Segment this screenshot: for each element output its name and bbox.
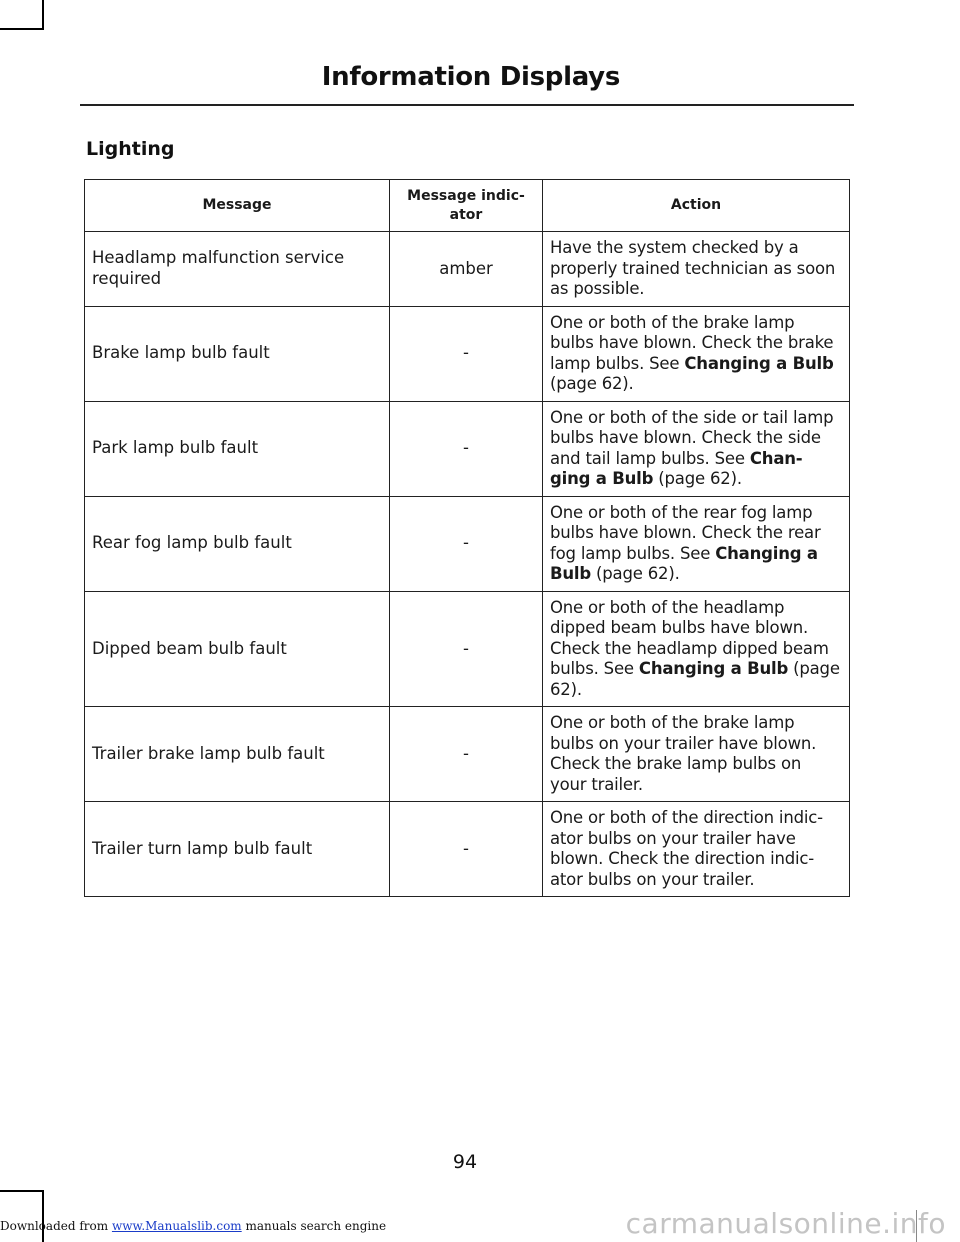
action-cell [543,496,850,591]
section-title: Lighting [86,138,175,160]
manualslib-link[interactable]: www.Manualslib.com [111,1219,242,1233]
action-text: One or both of the brake lamp bulbs on your trailer have blown. Check the brake lamp bulbs on your trailer. [550,713,817,794]
indicator-cell: - [390,591,543,707]
indicator-cell: - [390,306,543,401]
action-cell [543,306,850,401]
table-row [85,802,850,897]
table-row [85,591,850,707]
changing-a-bulb-reference[interactable]: Chan-ging a Bulb [550,448,803,488]
crop-mark [42,1190,44,1242]
message-cell: Rear fog lamp bulb fault [85,496,390,591]
action-text: One or both of the rear fog lamp bulbs have blown. Check the rear fog lamp bulbs. See [550,502,821,563]
action-cell [543,591,850,707]
crop-mark [0,1190,44,1192]
table-row [85,707,850,802]
indicator-cell: - [390,401,543,496]
changing-a-bulb-reference[interactable]: Changing a Bulb [684,353,834,373]
indicator-cell: - [390,496,543,591]
changing-a-bulb-reference[interactable]: Changing a Bulb [550,543,818,583]
table-row [85,496,850,591]
action-text: One or both of the side or tail lamp bulbs have blown. Check the side and tail lamp bulbs. See [550,407,834,468]
column-header-indicator-text: Message indic-ator [407,187,525,223]
changing-a-bulb-reference[interactable]: Changing a Bulb [638,659,789,678]
indicator-cell: - [390,707,543,802]
action-cell [543,401,850,496]
action-text: One or both of the brake lamp bulbs have blown. Check the brake lamp bulbs. See [550,312,834,373]
download-footer [0,1219,386,1233]
page-title: Information Displays [321,62,620,92]
indicator-cell: amber [390,232,543,307]
table-row [85,401,850,496]
page-number: 94 [452,1151,478,1173]
footer-prefix: Downloaded from [0,1219,112,1233]
action-text: Have the system checked by a properly trained technician as soon as possible. [550,238,836,298]
action-cell [543,707,850,802]
crop-mark [0,28,44,30]
action-cell [543,232,850,307]
page-header [80,58,854,106]
column-header-message: Message [85,180,390,232]
action-text: One or both of the headlamp dipped beam bulbs have blown. Check the headlamp dipped beam bulbs. See [550,597,829,678]
lighting-messages-table [84,179,850,897]
indicator-cell: - [390,802,543,897]
footer-suffix: manuals search engine [241,1219,387,1233]
table-row [85,232,850,307]
watermark: carmanualsonline.info [625,1207,946,1240]
message-cell: Headlamp malfunction service required [85,232,390,307]
page-reference: (page 62). [550,659,840,699]
table-header-row [85,180,850,232]
action-cell [543,802,850,897]
action-text: One or both of the direction indic-ator bulbs on your trailer have blown. Check the direction indic-ator bulbs on your trailer. [550,808,823,889]
page-reference: (page 62). [653,469,742,488]
message-cell: Brake lamp bulb fault [85,306,390,401]
column-header-indicator [390,180,543,232]
page-reference: (page 62). [591,564,680,583]
crop-mark [42,0,44,30]
column-header-action: Action [543,180,850,232]
page-reference: (page 62). [550,374,634,393]
message-cell: Park lamp bulb fault [85,401,390,496]
message-cell: Dipped beam bulb fault [85,591,390,707]
message-cell: Trailer brake lamp bulb fault [85,707,390,802]
table-row [85,306,850,401]
message-cell: Trailer turn lamp bulb fault [85,802,390,897]
